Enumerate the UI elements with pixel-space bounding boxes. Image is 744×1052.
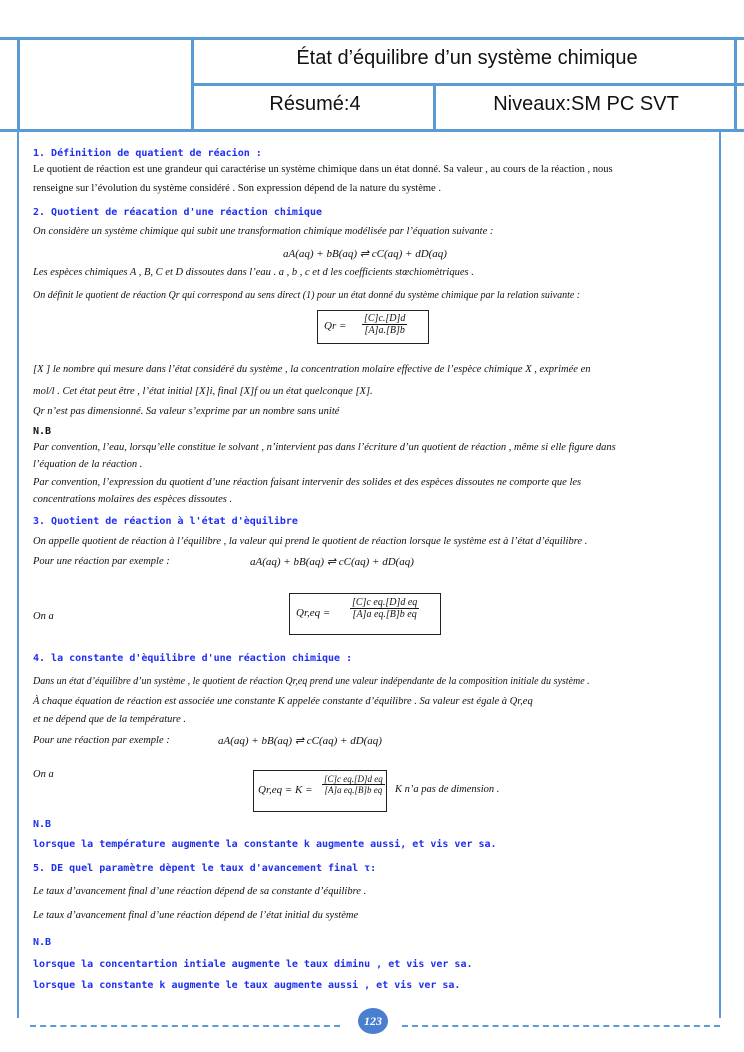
- s2-formula-box: [317, 310, 429, 344]
- nb1-label: N.B: [33, 426, 52, 437]
- s4-paragraph-3: et ne dépend que de la température .: [33, 714, 186, 725]
- nb1-paragraph-1: Par convention, l’eau, lorsqu’elle constitue le solvant , n’intervient pas dans l’écriture d’un quotient de réaction , même si elle figure dans: [33, 442, 616, 453]
- s5-paragraph-1: Le taux d’avancement final d’une réaction dépend de sa constante d’équilibre .: [33, 886, 367, 897]
- summary-label: Résumé:4: [269, 93, 361, 115]
- page-number: 123: [358, 1008, 388, 1034]
- nb1-paragraph-4: concentrations molaires des espèces dissoutes .: [33, 494, 233, 505]
- header-empty-cell: [17, 40, 194, 129]
- s2-paragraph-6: Qr n’est pas dimensionné. Sa valeur s’exprime par un nombre sans unité: [33, 406, 340, 417]
- s2-equation: aA(aq) + bB(aq) ⇌ cC(aq) + dD(aq): [283, 248, 447, 260]
- s2-paragraph-5: mol/l . Cet état peut être , l’état initial [X]i, final [X]f ou un état quelconque [X].: [33, 386, 373, 397]
- s2-formula-fraction: [362, 313, 407, 336]
- footer-dash-left: [30, 1025, 340, 1027]
- levels-label: Niveaux:SM PC SVT: [493, 93, 679, 115]
- s1-paragraph-1: Le quotient de réaction est une grandeur qui caractérise un système chimique dans un état donné. Sa valeur , au cours de la réaction , nous: [33, 164, 613, 175]
- header-divider: [194, 83, 744, 86]
- s4-note: K n’a pas de dimension .: [395, 784, 500, 795]
- s4-formula-lhs: Qr,eq = K =: [258, 784, 313, 796]
- s2-formula-denominator: [A]a.[B]b: [364, 325, 405, 336]
- s2-paragraph-1: On considère un système chimique qui subit une transformation chimique modélisée par l’équation suivante :: [33, 226, 494, 237]
- s3-formula-lhs: Qr,eq =: [296, 607, 331, 619]
- nb1-paragraph-2: l’équation de la réaction .: [33, 459, 143, 470]
- nb2-paragraph-1: lorsque la température augmente la constante k augmente aussi, et vis ver sa.: [33, 839, 497, 850]
- nb3-label: N.B: [33, 937, 52, 948]
- s4-formula-denominator: [A]a eq.[B]b eq: [324, 785, 383, 795]
- s4-formula-fraction: [322, 774, 385, 795]
- s4-formula-box: [253, 770, 387, 812]
- s4-formula-numerator: [C]c eq.[D]d eq: [324, 774, 383, 784]
- s3-formula-denominator: [A]a eq.[B]b eq: [352, 609, 417, 620]
- footer-dash-right: [402, 1025, 720, 1027]
- section-5-heading: 5. DE quel paramètre dèpent le taux d'avancement final τ:: [33, 863, 377, 874]
- s3-on-a: On a: [33, 611, 54, 622]
- s4-example-label: Pour une réaction par exemple :: [33, 735, 170, 746]
- s3-formula-fraction: [350, 597, 419, 620]
- nb2-label: N.B: [33, 819, 52, 830]
- s4-on-a: On a: [33, 769, 54, 780]
- nb1-paragraph-3: Par convention, l’expression du quotient d’une réaction faisant intervenir des solides et des espèces dissoutes ne comporte que les: [33, 477, 582, 488]
- page-title: État d’équilibre d’un système chimique: [296, 47, 638, 69]
- s2-formula-numerator: [C]c.[D]d: [364, 313, 406, 324]
- s4-equation: aA(aq) + bB(aq) ⇌ cC(aq) + dD(aq): [218, 735, 382, 747]
- s3-formula-box: [289, 593, 441, 635]
- s2-paragraph-2: Les espèces chimiques A , B, C et D dissoutes dans l’eau . a , b , c et d les coefficients stœchiomètriques .: [33, 267, 474, 278]
- s3-example-label: Pour une réaction par exemple :: [33, 556, 170, 567]
- s4-paragraph-2: À chaque équation de réaction est associée une constante K appelée constante d’équilibre . Sa valeur est égale à Qr,eq: [33, 696, 533, 707]
- s3-equation: aA(aq) + bB(aq) ⇌ cC(aq) + dD(aq): [250, 556, 414, 568]
- section-2-heading: 2. Quotient de réacation d'une réaction chimique: [33, 207, 322, 218]
- nb3-paragraph-2: lorsque la constante k augmente le taux augmente aussi , et vis ver sa.: [33, 980, 461, 991]
- s5-paragraph-2: Le taux d’avancement final d’une réaction dépend de l’état initial du système: [33, 910, 359, 921]
- section-4-heading: 4. la constante d'èquilibre d'une réaction chimique :: [33, 653, 353, 664]
- s4-paragraph-1: Dans un état d’équilibre d’un système , le quotient de réaction Qr,eq prend une valeur indépendante de la composition initiale du système .: [33, 676, 590, 687]
- s3-formula-numerator: [C]c eq.[D]d eq: [352, 597, 418, 608]
- section-1-heading: 1. Définition de quatient de réacion :: [33, 148, 262, 159]
- s2-paragraph-3: On définit le quotient de réaction Qr qui correspond au sens direct (1) pour un état donné du système chimique par la relation suivante :: [33, 290, 581, 301]
- s2-paragraph-4: [X ] le nombre qui mesure dans l’état considéré du système , la concentration molaire effective de l’espèce chimique X , exprimée en: [33, 364, 591, 375]
- s2-formula-lhs: Qr =: [324, 320, 347, 332]
- section-3-heading: 3. Quotient de réaction à l'état d'èquilibre: [33, 516, 298, 527]
- s3-paragraph-1: On appelle quotient de réaction à l’équilibre , la valeur qui prend le quotient de réaction lorsque le système est à l’état d’équilibre .: [33, 536, 588, 547]
- s1-paragraph-2: renseigne sur l’évolution du système considéré . Son expression dépend de la nature du système .: [33, 183, 441, 194]
- nb3-paragraph-1: lorsque la concentartion intiale augmente le taux diminu , et vis ver sa.: [33, 959, 473, 970]
